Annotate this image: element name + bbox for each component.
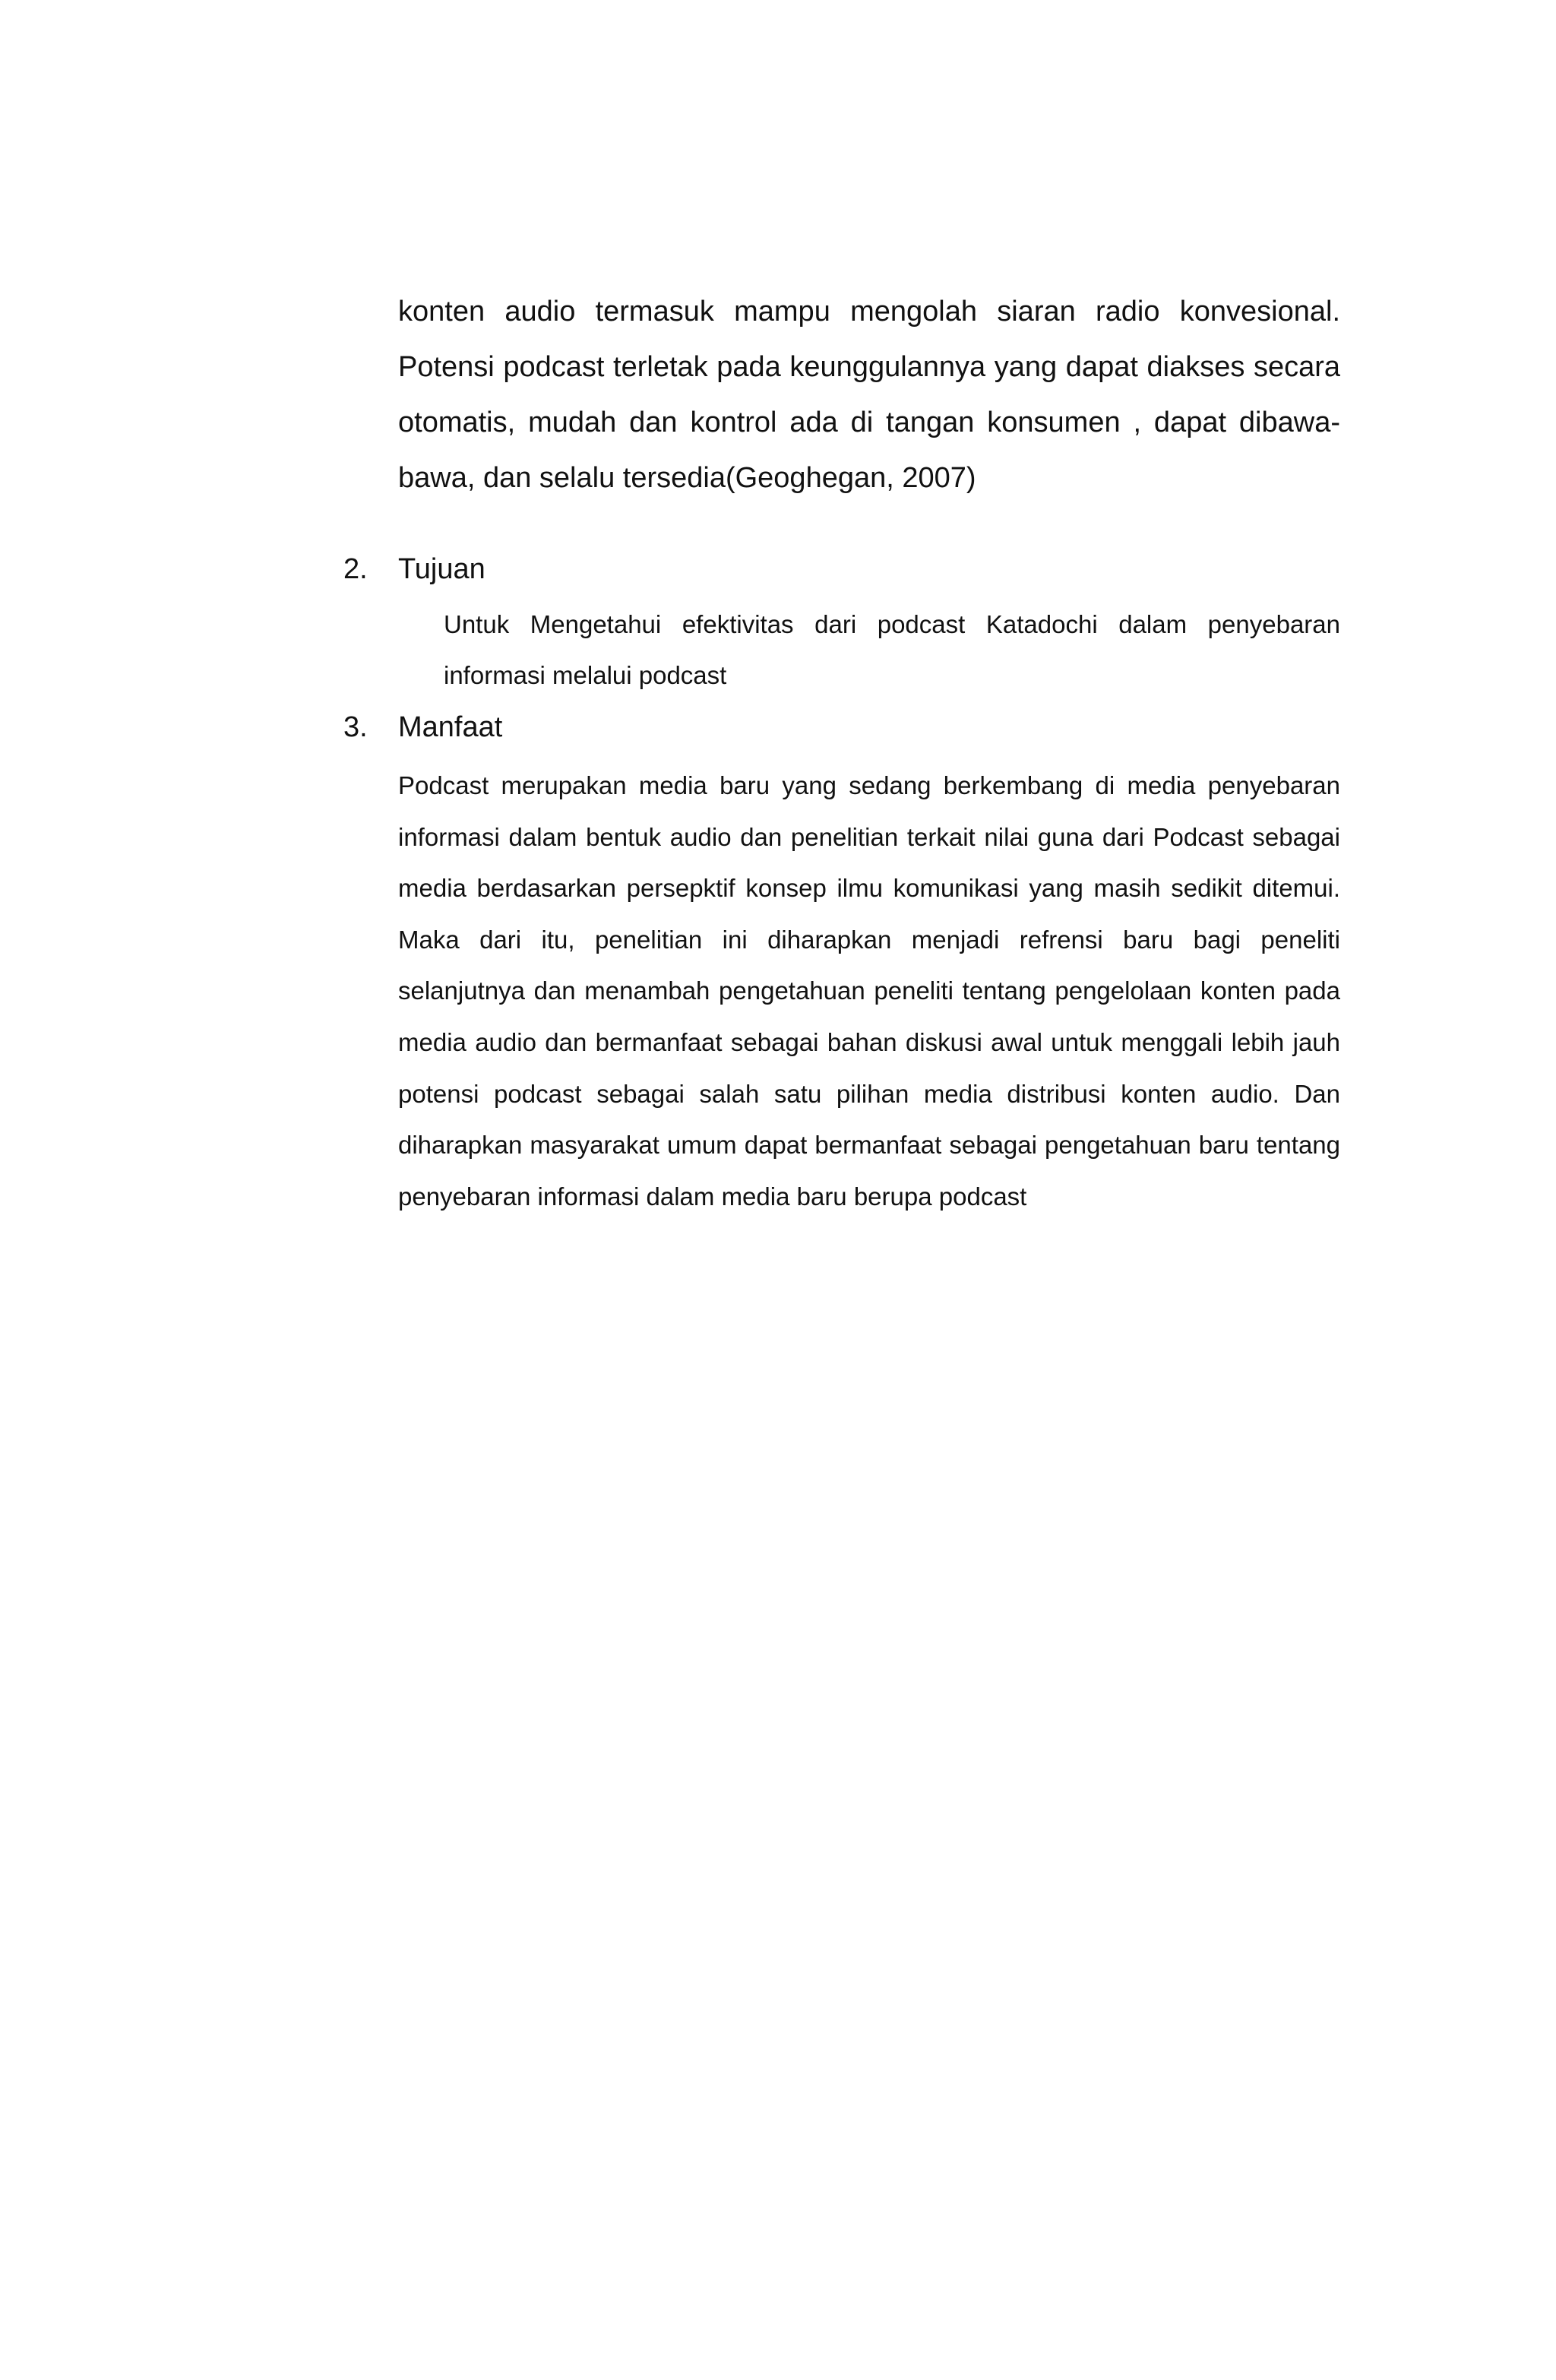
section-number: 3. [343, 711, 368, 743]
tujuan-paragraph: Untuk Mengetahui efektivitas dari podcast Katadochi dalam penyebaran informasi melalui podcast [444, 610, 1340, 689]
manfaat-paragraph: Podcast merupakan media baru yang sedang berkembang di media penyebaran informasi dalam bentuk audio dan penelitian terkait nilai guna dari Podcast sebagai media berdasarkan persepktif konsep ilmu komunikasi yang masih sedikit ditemui. Maka dari itu, penelitian ini diharapkan menjadi refrensi baru bagi peneliti selanjutnya dan menambah pengetahuan peneliti tentang pengelolaan konten pada media audio dan bermanfaat sebagai bahan diskusi awal untuk menggali lebih jauh potensi podcast sebagai salah satu pilihan media distribusi konten audio. Dan diharapkan masyarakat umum dapat bermanfaat sebagai pengetahuan baru tentang penyebaran informasi dalam media baru berupa podcast [398, 771, 1340, 1211]
section-heading-tujuan [343, 550, 799, 588]
section-number: 2. [343, 553, 368, 585]
section-heading-manfaat [343, 708, 799, 746]
section-title: Manfaat [398, 711, 503, 743]
intro-paragraph: konten audio termasuk mampu mengolah siaran radio konvesional. Potensi podcast terletak pada keunggulannya yang dapat diakses secara otomatis, mudah dan kontrol ada di tangan konsumen , dapat dibawa-bawa, dan selalu tersedia(Geoghegan, 2007) [398, 296, 1340, 494]
section-title: Tujuan [398, 553, 485, 585]
